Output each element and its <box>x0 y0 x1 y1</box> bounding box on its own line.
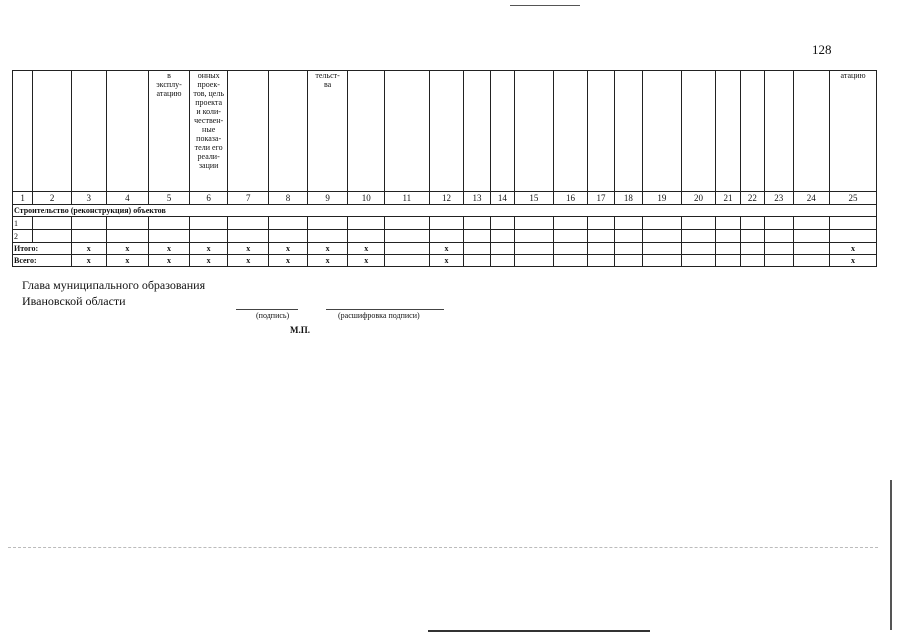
total-cell <box>490 243 514 255</box>
total-label: Всего: <box>13 255 72 267</box>
total-x-mark: х <box>348 255 385 267</box>
total-x-mark: х <box>269 243 308 255</box>
total-label: Итого: <box>13 243 72 255</box>
data-cell <box>384 217 429 230</box>
total-cell <box>643 255 682 267</box>
column-number: 16 <box>553 192 588 205</box>
data-cell <box>269 230 308 243</box>
total-x-mark: х <box>71 255 106 267</box>
header-cell-10 <box>348 71 385 192</box>
total-x-mark: х <box>429 255 464 267</box>
column-number: 19 <box>643 192 682 205</box>
total-x-mark: х <box>307 243 348 255</box>
data-cell <box>681 230 716 243</box>
total-cell <box>553 255 588 267</box>
header-cell-18 <box>614 71 642 192</box>
total-x-mark: х <box>429 243 464 255</box>
column-number: 17 <box>588 192 614 205</box>
data-cell <box>348 230 385 243</box>
data-cell <box>464 217 490 230</box>
data-cell <box>793 230 830 243</box>
column-number: 3 <box>71 192 106 205</box>
total-x-mark: х <box>71 243 106 255</box>
data-cell <box>71 230 106 243</box>
header-cell-17 <box>588 71 614 192</box>
total-x-mark: х <box>307 255 348 267</box>
total-x-mark: х <box>106 255 149 267</box>
column-number: 20 <box>681 192 716 205</box>
column-number: 12 <box>429 192 464 205</box>
total-x-mark: х <box>189 255 228 267</box>
column-number: 4 <box>106 192 149 205</box>
total-x-mark: х <box>149 243 190 255</box>
signature-caption: (подпись) <box>256 311 290 320</box>
total-cell <box>588 255 614 267</box>
total-cell <box>740 255 764 267</box>
total-cell <box>614 255 642 267</box>
total-cell <box>765 255 793 267</box>
data-cell <box>106 217 149 230</box>
signature-line <box>236 309 298 310</box>
total-cell <box>553 243 588 255</box>
total-x-mark: х <box>106 243 149 255</box>
bottom-rule <box>428 630 650 632</box>
header-cell-19 <box>643 71 682 192</box>
header-cell-25: атацию <box>830 71 877 192</box>
data-cell <box>740 217 764 230</box>
column-number: 25 <box>830 192 877 205</box>
total-cell <box>681 255 716 267</box>
total-x-mark: х <box>830 243 877 255</box>
data-cell <box>515 230 554 243</box>
header-cell-6: онных проек- тов, цель проекта и коли- чествен- ные показа- тели его реали- зации <box>189 71 228 192</box>
top-rule <box>510 5 580 6</box>
section-row <box>13 205 877 217</box>
header-cell-24 <box>793 71 830 192</box>
data-cell <box>765 217 793 230</box>
signature-title-line2: Ивановской области <box>22 294 126 308</box>
data-cell <box>189 230 228 243</box>
data-cell <box>515 217 554 230</box>
total-cell <box>793 255 830 267</box>
data-cell <box>228 217 269 230</box>
total-cell <box>716 243 740 255</box>
total-x-mark: х <box>228 255 269 267</box>
total-cell <box>681 243 716 255</box>
column-number: 18 <box>614 192 642 205</box>
data-cell <box>106 230 149 243</box>
column-number: 13 <box>464 192 490 205</box>
total-cell <box>515 243 554 255</box>
data-cell <box>830 217 877 230</box>
column-number: 21 <box>716 192 740 205</box>
column-number: 24 <box>793 192 830 205</box>
column-number: 11 <box>384 192 429 205</box>
header-cell-3 <box>71 71 106 192</box>
total-cell <box>384 243 429 255</box>
signature-title-line1: Глава муниципального образования <box>22 278 206 292</box>
header-cell-22 <box>740 71 764 192</box>
column-number: 7 <box>228 192 269 205</box>
data-cell <box>490 217 514 230</box>
total-cell <box>614 243 642 255</box>
row-label: 1 <box>13 217 33 230</box>
data-cell <box>71 217 106 230</box>
data-cell <box>716 230 740 243</box>
header-row <box>13 71 877 192</box>
total-x-mark: х <box>348 243 385 255</box>
header-cell-11 <box>384 71 429 192</box>
signature-block <box>22 277 205 309</box>
header-cell-9: тельст- ва <box>307 71 348 192</box>
header-cell-1 <box>13 71 33 192</box>
page-number: 128 <box>812 42 832 57</box>
total-cell <box>793 243 830 255</box>
header-cell-21 <box>716 71 740 192</box>
data-cell <box>189 217 228 230</box>
data-cell <box>553 230 588 243</box>
header-cell-12 <box>429 71 464 192</box>
total-cell <box>464 255 490 267</box>
row-label: 2 <box>13 230 33 243</box>
column-number-row <box>13 192 877 205</box>
decode-caption: (расшифровка подписи) <box>338 311 420 320</box>
total-x-mark: х <box>269 255 308 267</box>
total-cell <box>384 255 429 267</box>
data-cell <box>740 230 764 243</box>
total-cell <box>588 243 614 255</box>
total-cell <box>740 243 764 255</box>
total-row-vsego <box>13 255 877 267</box>
column-number: 6 <box>189 192 228 205</box>
total-cell <box>490 255 514 267</box>
total-cell <box>765 243 793 255</box>
data-cell <box>33 230 72 243</box>
data-cell <box>149 217 190 230</box>
decode-line <box>326 309 444 310</box>
data-cell <box>228 230 269 243</box>
data-cell <box>307 217 348 230</box>
data-cell <box>588 230 614 243</box>
data-cell <box>553 217 588 230</box>
header-cell-20 <box>681 71 716 192</box>
data-cell <box>614 230 642 243</box>
column-number: 2 <box>33 192 72 205</box>
total-cell <box>716 255 740 267</box>
header-cell-13 <box>464 71 490 192</box>
header-cell-23 <box>765 71 793 192</box>
column-number: 22 <box>740 192 764 205</box>
total-cell <box>515 255 554 267</box>
header-cell-16 <box>553 71 588 192</box>
data-cell <box>464 230 490 243</box>
total-cell <box>643 243 682 255</box>
header-cell-5: в эксплу- атацию <box>149 71 190 192</box>
column-number: 23 <box>765 192 793 205</box>
data-cell <box>490 230 514 243</box>
data-cell <box>681 217 716 230</box>
total-row-itogo <box>13 243 877 255</box>
data-cell <box>643 217 682 230</box>
data-cell <box>765 230 793 243</box>
header-cell-7 <box>228 71 269 192</box>
data-cell <box>149 230 190 243</box>
column-number: 14 <box>490 192 514 205</box>
header-cell-14 <box>490 71 514 192</box>
data-cell <box>429 230 464 243</box>
data-cell <box>588 217 614 230</box>
column-number: 9 <box>307 192 348 205</box>
section-title: Строительство (реконструкция) объектов <box>13 205 877 217</box>
data-cell <box>716 217 740 230</box>
data-cell <box>614 217 642 230</box>
column-number: 1 <box>13 192 33 205</box>
right-edge-rule <box>890 480 892 630</box>
total-x-mark: х <box>149 255 190 267</box>
stamp-label: М.П. <box>290 325 310 335</box>
data-row-1 <box>13 217 877 230</box>
header-cell-15 <box>515 71 554 192</box>
total-x-mark: х <box>830 255 877 267</box>
data-cell <box>429 217 464 230</box>
header-cell-2 <box>33 71 72 192</box>
scan-artifact-line <box>8 547 878 548</box>
total-x-mark: х <box>189 243 228 255</box>
column-number: 10 <box>348 192 385 205</box>
total-cell <box>464 243 490 255</box>
total-x-mark: х <box>228 243 269 255</box>
data-cell <box>307 230 348 243</box>
data-cell <box>793 217 830 230</box>
column-number: 15 <box>515 192 554 205</box>
data-cell <box>348 217 385 230</box>
header-cell-8 <box>269 71 308 192</box>
data-cell <box>830 230 877 243</box>
column-number: 5 <box>149 192 190 205</box>
data-cell <box>643 230 682 243</box>
header-cell-4 <box>106 71 149 192</box>
report-table <box>12 70 877 267</box>
column-number: 8 <box>269 192 308 205</box>
data-cell <box>384 230 429 243</box>
data-cell <box>33 217 72 230</box>
data-cell <box>269 217 308 230</box>
data-row-2 <box>13 230 877 243</box>
